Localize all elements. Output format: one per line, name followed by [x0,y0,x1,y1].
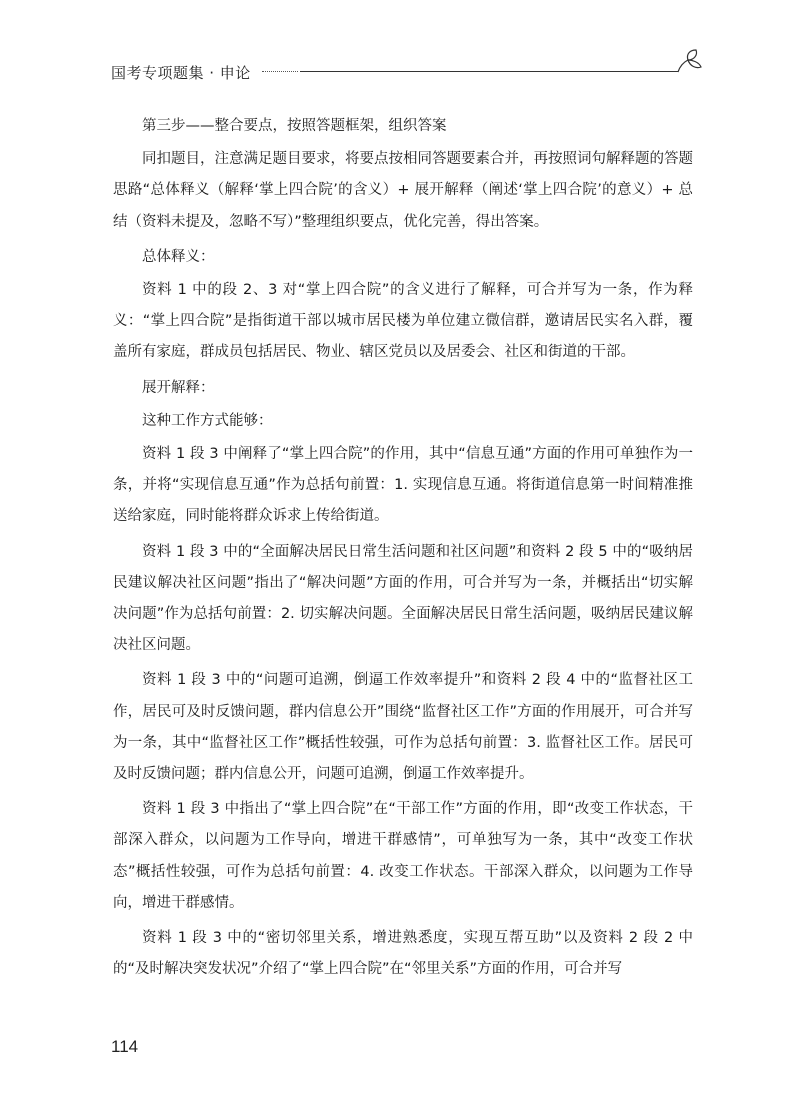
body-paragraph: 资料 1 段 3 中的“密切邻里关系，增进熟悉度，实现互帮互助”以及资料 2 段 2 中的“及时解决突发状况”介绍了“掌上四合院”在“邻里关系”方面的作用，可合并写 [113,930,693,978]
body-paragraph: 资料 1 段 3 中阐释了“掌上四合院”的作用，其中“信息互通”方面的作用可单独作为一条，并将“实现信息互通”作为总括句前置：1. 实现信息互通。将街道信息第一时间精准推送给家庭，同时能将群众诉求上传给街道。 [113,446,693,525]
running-header-title: 国考专项题集 · 申论 [111,64,251,82]
section-label-overall: 总体释义： [142,248,215,265]
header-dotted-rule [262,71,298,72]
page-number: 114 [111,1037,139,1056]
body-paragraph: 资料 1 中的段 2、3 对“掌上四合院”的含义进行了解释，可合并写为一条，作为释义：“掌上四合院”是指街道干部以城市居民楼为单位建立微信群，邀请居民实名入群，覆盖所有家庭，群成员包括居民、物业、辖区党员以及居委会、社区和街道的干部。 [113,282,693,361]
body-paragraph: 资料 1 段 3 中的“全面解决居民日常生活问题和社区问题”和资料 2 段 5 中的“吸纳居民建议解决社区问题”指出了“解决问题”方面的作用，可合并写为一条，并概括出“切实解决问题”作为总括句前置：2. 切实解决问题。全面解决居民日常生活问题，吸纳居民建议解决社区问题。 [113,543,693,654]
body-paragraph: 资料 1 段 3 中的“问题可追溯，倒逼工作效率提升”和资料 2 段 4 中的“监督社区工作，居民可及时反馈问题，群内信息公开”围绕“监督社区工作”方面的作用展开，可合并写为一条，其中“监督社区工作”概括性较强，可作为总括句前置：3. 监督社区工作。居民可及时反馈问题；群内信息公开，问题可追溯，倒逼工作效率提升。 [113,672,693,783]
header-rule [300,71,678,72]
page-body [113,111,693,989]
page-header [0,0,800,90]
sprout-icon [672,46,704,76]
body-paragraph: 资料 1 段 3 中指出了“掌上四合院”在“干部工作”方面的作用，即“改变工作状态，干部深入群众，以问题为工作导向，增进干群感情”，可单独写为一条，其中“改变工作状态”概括性较强，可作为总括句前置：4. 改变工作状态。干部深入群众，以问题为工作导向，增进干群感情。 [113,801,693,911]
step-heading: 第三步——整合要点，按照答题框架，组织答案 [142,118,447,134]
section-label-expanded: 展开解释： [142,379,215,396]
body-paragraph: 这种工作方式能够： [142,412,273,429]
body-paragraph: 同扣题目，注意满足题目要求，将要点按相同答题要素合并，再按照词句解释题的答题思路“总体释义（解释‘掌上四合院’的含义）+ 展开解释（阐述‘掌上四合院’的意义）+ 总结（资料未提及，忽略不写）”整理组织要点，优化完善，得出答案。 [113,151,693,230]
